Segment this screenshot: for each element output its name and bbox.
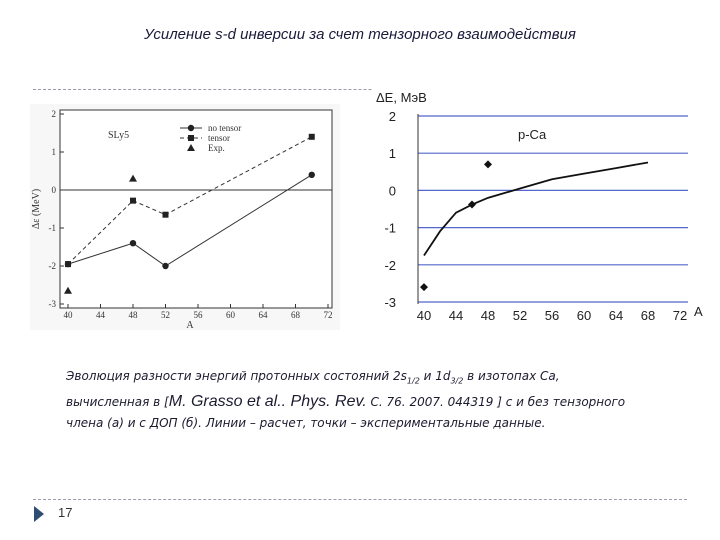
chart-b-xtick-label: 68 xyxy=(640,308,656,323)
chart-b-ytick-label: 0 xyxy=(388,183,396,199)
chart-a-xtick-label: 48 xyxy=(128,310,138,320)
chart-a-legend-no-tensor-marker xyxy=(188,125,194,131)
chart-a-point-tensor xyxy=(65,261,71,267)
chart-b-xtick-label: 64 xyxy=(608,308,624,323)
caption-reference: M. Grasso et al.. Phys. Rev. xyxy=(168,393,367,411)
chart-b-ytick-label: 1 xyxy=(388,146,396,162)
chart-a-legend-no-tensor-label: no tensor xyxy=(208,123,242,133)
chart-a-xtick-label: 60 xyxy=(226,310,235,320)
caption-line-3: члена (а) и с ДОП (б). Линии – расчет, точки – экспериментальные данные. xyxy=(66,416,546,431)
chart-a-ytick-label: -1 xyxy=(48,223,56,233)
chart-a-legend-tensor-label: tensor xyxy=(208,133,230,143)
figure-caption xyxy=(66,366,666,434)
page-marker-icon xyxy=(34,506,44,522)
chart-a-xtick-label: 40 xyxy=(63,310,73,320)
chart-a-ytick-label: -2 xyxy=(48,261,56,271)
chart-a-ylabel: Δε (MeV) xyxy=(31,188,42,230)
chart-b-xtick-label: 44 xyxy=(448,308,464,323)
chart-a-point-no-tensor xyxy=(162,263,168,269)
chart-b-ytick-label: -2 xyxy=(384,257,396,273)
chart-a-xlabel: A xyxy=(186,320,194,330)
chart-a-xtick-label: 52 xyxy=(161,310,170,320)
chart-b-xtick-label: 56 xyxy=(544,308,560,323)
slide-title: Усиление s-d инверсии за счет тензорного взаимодействия xyxy=(144,26,576,43)
chart-a-title: SLy5 xyxy=(108,130,130,141)
chart-a-point-no-tensor xyxy=(130,240,136,246)
chart-b-xtick-label: 40 xyxy=(416,308,432,323)
chart-a-legend-tensor-marker xyxy=(188,135,194,141)
chart-a-ytick-label: -3 xyxy=(48,299,56,309)
chart-b-xtick-label: 52 xyxy=(512,308,528,323)
chart-a-point-tensor xyxy=(309,134,315,140)
chart-a xyxy=(30,104,340,330)
chart-b-ytick-label: -3 xyxy=(384,295,396,310)
chart-a-point-tensor xyxy=(163,212,169,218)
chart-b-xtick-label: 72 xyxy=(672,308,688,323)
chart-a-ytick-label: 1 xyxy=(51,147,56,157)
chart-a-ytick-label: 2 xyxy=(51,109,56,119)
chart-a-xtick-label: 56 xyxy=(193,310,203,320)
chart-b-annotation: p-Ca xyxy=(518,127,547,142)
chart-b-ytick-label: 2 xyxy=(388,109,396,124)
divider-bottom xyxy=(33,499,687,500)
chart-a-xtick-label: 44 xyxy=(96,310,105,320)
page-number: 17 xyxy=(58,505,73,520)
chart-a-xtick-label: 72 xyxy=(323,310,333,320)
chart-b-xlabel: A xyxy=(694,304,703,319)
caption-line-1: Эволюция разности энергий протонных состояний $2s_{1/2}$ и $1d_{3/2}$ в изотопах Ca, xyxy=(66,369,560,386)
chart-b-xtick-label: 60 xyxy=(576,308,592,323)
chart-a-point-tensor xyxy=(130,198,136,204)
chart-a-ytick-label: 0 xyxy=(51,185,56,195)
chart-b-ylabel: ΔE, МэВ xyxy=(376,90,427,105)
chart-a-legend-exp-label: Exp. xyxy=(208,143,225,153)
chart-b-xtick-label: 48 xyxy=(480,308,496,323)
chart-a-point-no-tensor xyxy=(309,172,315,178)
caption-line-2: вычисленная в [M. Grasso et al.. Phys. Rev. C. 76. 2007. 044319 ] с и без тензорного xyxy=(66,393,626,411)
chart-a-xtick-label: 64 xyxy=(258,310,268,320)
chart-b xyxy=(372,84,712,324)
chart-b-ytick-label: -1 xyxy=(384,220,396,236)
chart-a-frame xyxy=(60,110,332,308)
chart-a-xtick-label: 68 xyxy=(291,310,300,320)
